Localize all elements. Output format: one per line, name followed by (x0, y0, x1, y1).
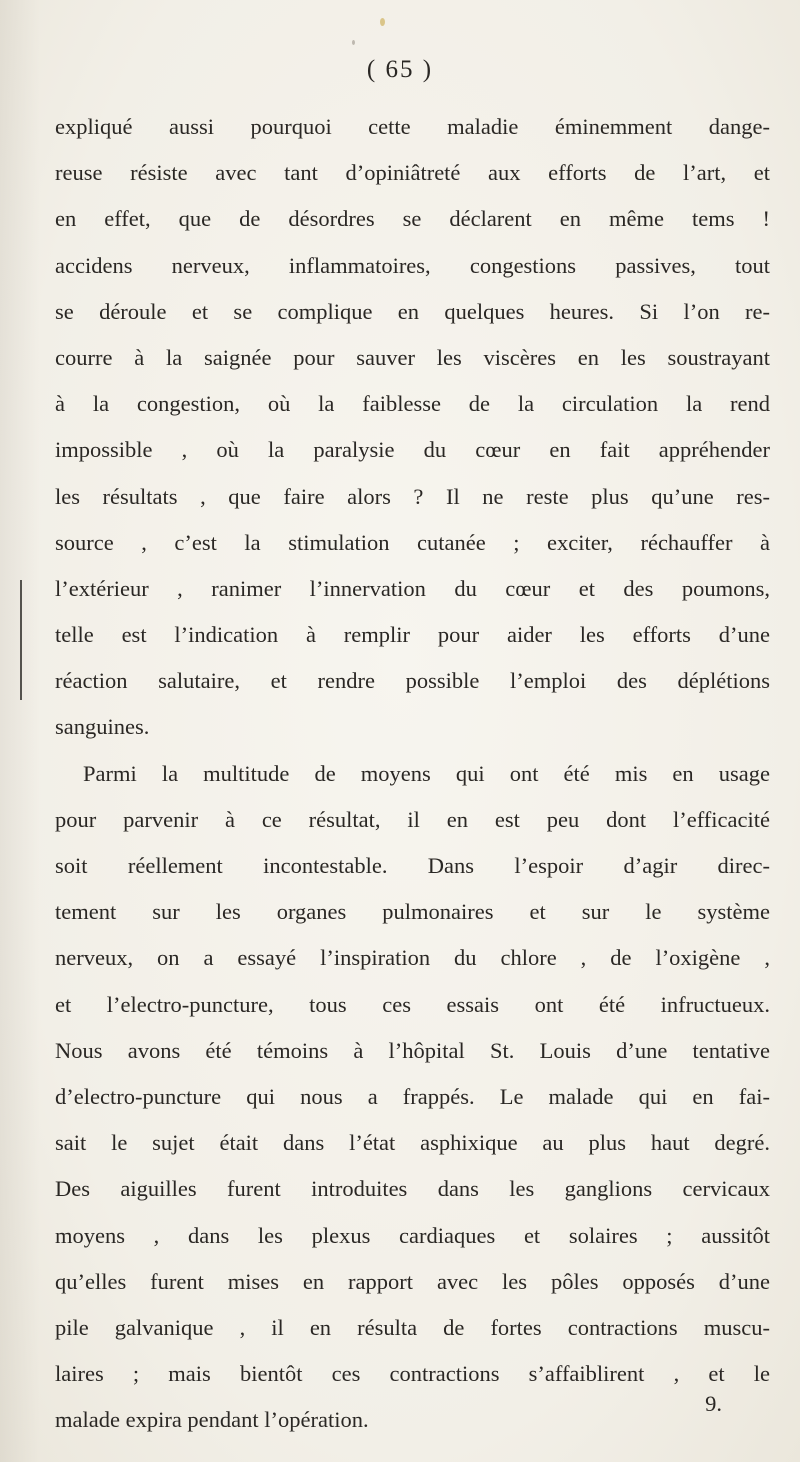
text-line: laires ; mais bientôt ces contractions s’affaiblirent , et le (55, 1361, 770, 1387)
text-line: l’extérieur , ranimer l’innervation du cœur et des poumons, (55, 575, 770, 601)
text-line: sanguines. (55, 714, 150, 740)
text-line: courre à la saignée pour sauver les viscères en les soustrayant (55, 344, 770, 370)
margin-mark (20, 580, 22, 700)
text-line: expliqué aussi pourquoi cette maladie éminemment dange- (55, 114, 770, 139)
text-line: tement sur les organes pulmonaires et sur le système (55, 899, 770, 925)
signature-mark: 9. (705, 1391, 722, 1416)
text-line: en effet, que de désordres se déclarent en même tems ! (55, 206, 770, 232)
text-line: d’electro-puncture qui nous a frappés. Le malade qui en fai- (55, 1083, 770, 1109)
text-line: sait le sujet était dans l’état asphixique au plus haut degré. (55, 1130, 770, 1156)
text-line: Parmi la multitude de moyens qui ont été mis en usage (83, 760, 770, 786)
text-line: impossible , où la paralysie du cœur en fait appréhender (55, 437, 770, 463)
text-line: Des aiguilles furent introduites dans les ganglions cervicaux (55, 1176, 770, 1202)
text-line: et l’electro-puncture, tous ces essais ont été infructueux. (55, 991, 770, 1017)
text-line: accidens nerveux, inflammatoires, congestions passives, tout (55, 252, 770, 278)
body-text (55, 104, 770, 1443)
text-line: source , c’est la stimulation cutanée ; exciter, réchauffer à (55, 529, 770, 555)
text-line: moyens , dans les plexus cardiaques et solaires ; aussitôt (55, 1222, 770, 1248)
text-line: se déroule et se complique en quelques heures. Si l’on re- (55, 298, 770, 324)
text-line: pile galvanique , il en résulta de fortes contractions muscu- (55, 1314, 770, 1340)
text-line: nerveux, on a essayé l’inspiration du chlore , de l’oxigène , (55, 945, 770, 971)
paper-speck (352, 40, 355, 45)
page-number: ( 65 ) (366, 56, 434, 83)
binding-shadow (0, 0, 40, 1462)
text-line: réaction salutaire, et rendre possible l’emploi des déplétions (55, 668, 770, 694)
text-line: pour parvenir à ce résultat, il en est peu dont l’efficacité (55, 806, 770, 832)
text-line: malade expira pendant l’opération. (55, 1407, 369, 1433)
paper-speck (380, 18, 385, 26)
text-line: Nous avons été témoins à l’hôpital St. Louis d’une tentative (55, 1037, 770, 1063)
text-line: telle est l’indication à remplir pour aider les efforts d’une (55, 622, 770, 648)
text-line: les résultats , que faire alors ? Il ne reste plus qu’une res- (55, 483, 770, 509)
text-line: à la congestion, où la faiblesse de la circulation la rend (55, 391, 770, 417)
text-line: qu’elles furent mises en rapport avec les pôles opposés d’une (55, 1268, 770, 1294)
text-line: reuse résiste avec tant d’opiniâtreté aux efforts de l’art, et (55, 160, 770, 186)
text-line: soit réellement incontestable. Dans l’espoir d’agir direc- (55, 853, 770, 878)
